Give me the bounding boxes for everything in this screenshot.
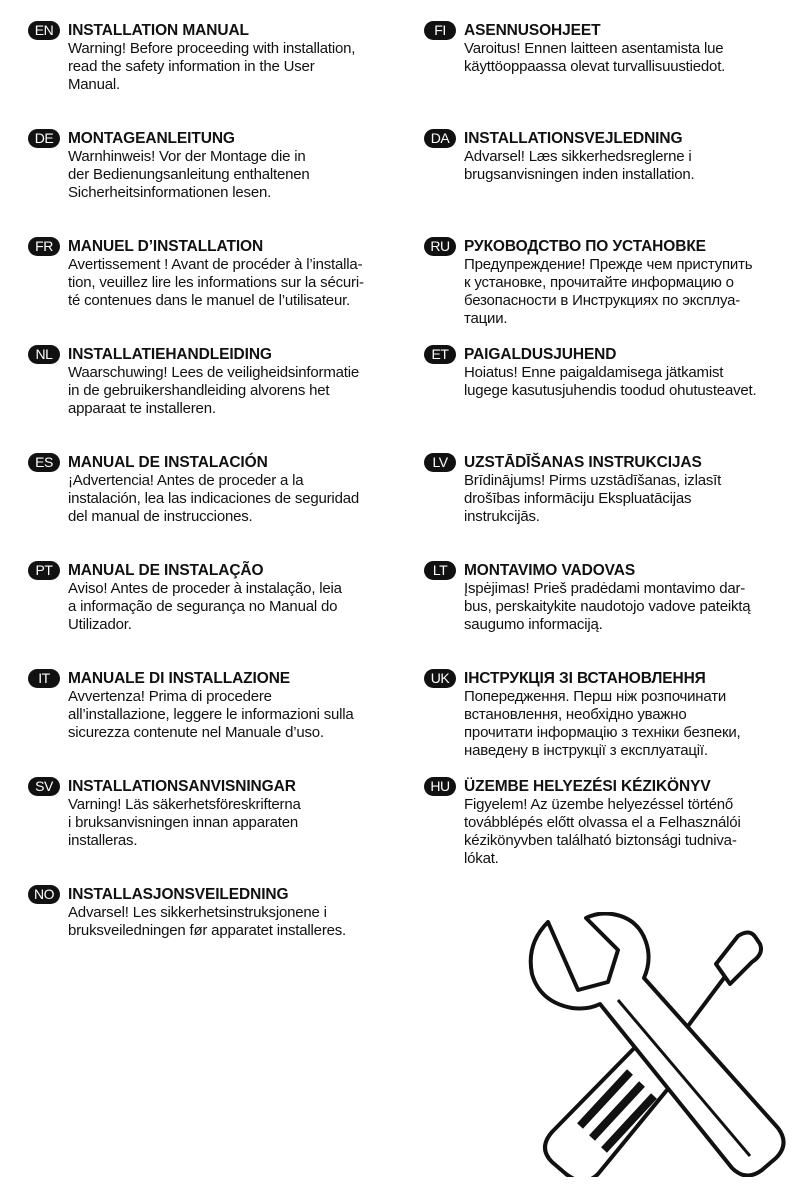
section-text: Advarsel! Læs sikkerhedsreglerne i brugsanvisningen inden installation. [464, 148, 695, 183]
section-text: Varning! Läs säkerhetsföreskrifterna i bruksanvisningen innan apparaten installeras. [68, 796, 301, 849]
section-text: ¡Advertencia! Antes de proceder a la instalación, lea las indicaciones de seguridad del manual de instrucciones. [68, 472, 359, 525]
section-text: Предупреждение! Прежде чем приступить к установке, прочитайте информацию о безопасности в Инструкциях по эксплуа- тации. [464, 256, 753, 327]
section-title: ІНСТРУКЦІЯ ЗІ ВСТАНОВЛЕННЯ [464, 670, 706, 687]
language-badge: NL [28, 345, 60, 364]
language-badge: NO [28, 885, 60, 904]
section-text: Varoitus! Ennen laitteen asentamista lue käyttöoppaassa olevat turvallisuustiedot. [464, 40, 726, 75]
section-title: ÜZEMBE HELYEZÉSI KÉZIKÖNYV [464, 778, 711, 795]
section-text: Warnhinweis! Vor der Montage die in der Bedienungsanleitung enthaltenen Sicherheitsinformationen lesen. [68, 148, 310, 201]
section-title: INSTALLASJONSVEILEDNING [68, 886, 289, 903]
language-badge: UK [424, 669, 456, 688]
section-title: MANUALE DI INSTALLAZIONE [68, 670, 291, 687]
section-title: INSTALLATIEHANDLEIDING [68, 346, 272, 363]
section-text: Figyelem! Az üzembe helyezéssel történő továbblépés előtt olvassa el a Felhasználói kézikönyvben található biztonsági tudniva- lókat. [464, 796, 741, 867]
section-text: Avertissement ! Avant de procéder à l’installa- tion, veuillez lire les informations sur la sécuri- té contenues dans le manuel de l’utilisateur. [68, 256, 364, 309]
section-title: MANUAL DE INSTALACIÓN [68, 454, 268, 471]
wrench-and-screwdriver-icon [520, 912, 800, 1177]
section-text: Hoiatus! Enne paigaldamisega jätkamist lugege kasutusjuhendis toodud ohutusteavet. [464, 364, 757, 399]
language-badge: DE [28, 129, 60, 148]
section-title: MONTAVIMO VADOVAS [464, 562, 636, 579]
section-title: ASENNUSOHJEET [464, 22, 601, 39]
section-title: UZSTĀDĪŠANAS INSTRUKCIJAS [464, 454, 702, 471]
language-badge: PT [28, 561, 60, 580]
section-title: MANUAL DE INSTALAÇÃO [68, 562, 264, 579]
language-badge: EN [28, 21, 60, 40]
section-text: Brīdinājums! Pirms uzstādīšanas, izlasīt drošības informāciju Ekspluatācijas instrukcijās. [464, 472, 722, 525]
language-badge: RU [424, 237, 456, 256]
language-badge: FI [424, 21, 456, 40]
section-text: Попередження. Перш ніж розпочинати встановлення, необхідно уважно прочитати інформацію з техніки безпеки, наведену в інструкції з експлуатації. [464, 688, 741, 759]
section-text: Advarsel! Les sikkerhetsinstruksjonene i bruksveiledningen før apparatet installeres. [68, 904, 347, 939]
section-text: Įspėjimas! Prieš pradėdami montavimo dar- bus, perskaitykite naudotojo vadove pateiktą saugumo informaciją. [464, 580, 751, 633]
section-title: INSTALLATION MANUAL [68, 22, 249, 39]
section-text: Waarschuwing! Lees de veiligheidsinformatie in de gebruikershandleiding alvorens het apparaat te installeren. [68, 364, 359, 417]
section-title: INSTALLATIONSVEJLEDNING [464, 130, 683, 147]
language-badge: ES [28, 453, 60, 472]
section-title: PAIGALDUSJUHEND [464, 346, 617, 363]
language-badge: ET [424, 345, 456, 364]
language-badge: IT [28, 669, 60, 688]
language-badge: HU [424, 777, 456, 796]
section-title: РУКОВОДСТВО ПО УСТАНОВКЕ [464, 238, 706, 255]
section-title: INSTALLATIONSANVISNINGAR [68, 778, 296, 795]
language-badge: LT [424, 561, 456, 580]
section-text: Warning! Before proceeding with installation, read the safety information in the User Manual. [68, 40, 356, 93]
language-badge: FR [28, 237, 60, 256]
language-badge: LV [424, 453, 456, 472]
section-text: Aviso! Antes de proceder à instalação, leia a informação de segurança no Manual do Utilizador. [68, 580, 342, 633]
language-badge: SV [28, 777, 60, 796]
section-title: MONTAGEANLEITUNG [68, 130, 235, 147]
section-text: Avvertenza! Prima di procedere all’installazione, leggere le informazioni sulla sicurezza contenute nel Manuale d’uso. [68, 688, 354, 741]
language-badge: DA [424, 129, 456, 148]
section-title: MANUEL D’INSTALLATION [68, 238, 264, 255]
